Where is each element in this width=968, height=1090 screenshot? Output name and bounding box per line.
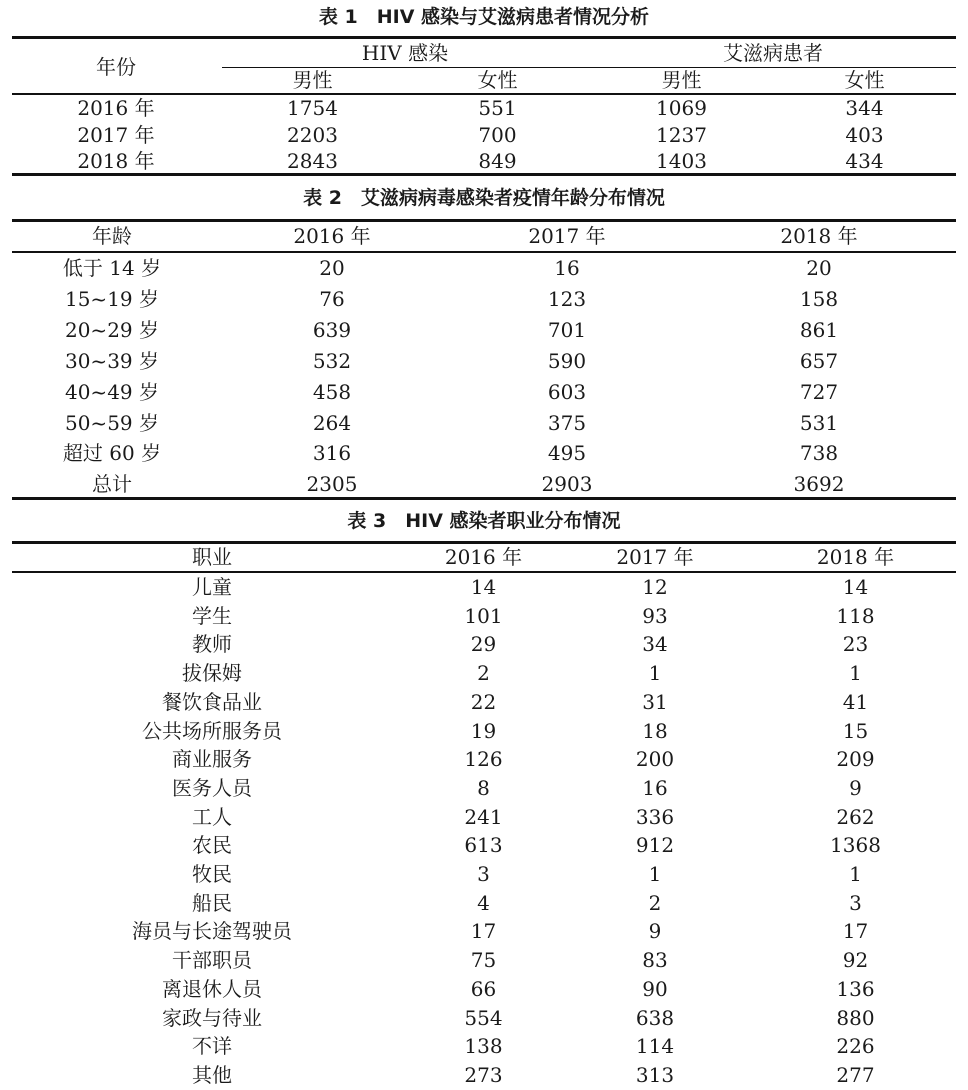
- table3-cell: 23: [842, 632, 869, 657]
- table3-row: [12, 774, 956, 803]
- table3-cell: 14: [842, 575, 869, 599]
- table1-cell: 551: [478, 96, 517, 120]
- table1-cell: 434: [845, 149, 884, 173]
- table3-cell: 3: [849, 890, 862, 915]
- table3-row: [12, 659, 956, 688]
- table2-row: [12, 408, 956, 439]
- table3-cell: 8: [477, 775, 490, 800]
- table3-cell: 313: [635, 1062, 675, 1087]
- table2-cell: 861: [799, 317, 839, 342]
- table2-cell: 531: [799, 410, 839, 435]
- table3-cell: 16: [642, 775, 668, 800]
- table2-row: [12, 315, 956, 346]
- table2-cell: 15~19 岁: [64, 286, 159, 311]
- table2-cell: 123: [547, 286, 587, 311]
- table3-cell: 613: [464, 833, 503, 858]
- table3-row: [12, 860, 956, 889]
- table3-cell: 医务人员: [172, 775, 252, 800]
- table1-caption: 表 1 HIV 感染与艾滋病患者情况分析: [318, 6, 650, 28]
- table3-cell: 880: [836, 1005, 875, 1030]
- table2-cell: 639: [312, 317, 352, 342]
- table3-cell: 41: [842, 689, 869, 714]
- table3-row: [12, 745, 956, 774]
- table3-header-row: [12, 543, 956, 571]
- table3-row: [12, 803, 956, 832]
- table3-cell: 17: [470, 919, 497, 944]
- table3-cell: 1: [648, 661, 662, 686]
- table3-cell: 2: [648, 890, 662, 915]
- table1-row: [12, 148, 956, 175]
- table3-cell: 牧民: [192, 862, 232, 886]
- table1-cell: 2203: [287, 122, 338, 147]
- table3-cell: 554: [464, 1005, 503, 1030]
- table1-cell: 2843: [287, 149, 338, 173]
- table1-cell: 2017 年: [77, 122, 155, 147]
- table3-cell: 138: [464, 1034, 503, 1059]
- table3-cell: 101: [464, 603, 503, 628]
- table1-sub-male-aids: 男性: [661, 68, 702, 92]
- table3-row: [12, 946, 956, 975]
- table2-cell: 2903: [541, 472, 593, 497]
- table3-cell: 9: [648, 919, 662, 944]
- table3-row: [12, 831, 956, 860]
- table3-cell: 18: [642, 718, 668, 743]
- table1-cell: 1754: [287, 96, 338, 120]
- table3-cell: 92: [842, 948, 869, 973]
- table3-row: [12, 889, 956, 918]
- table3-row: [12, 917, 956, 946]
- table3-caption: 表 3 HIV 感染者职业分布情况: [347, 510, 621, 532]
- table3-row: [12, 602, 956, 631]
- table3-cell: 2: [477, 661, 490, 686]
- table3-cell: 4: [477, 890, 490, 915]
- table3-cell: 农民: [192, 833, 232, 858]
- table2-bottom-rule: [12, 497, 956, 500]
- table2-cell: 727: [799, 379, 839, 404]
- table2-row: [12, 346, 956, 377]
- table3-cell: 3: [477, 862, 490, 886]
- table2-cell: 590: [547, 348, 587, 373]
- table3-cell: 1: [849, 862, 862, 886]
- table2-cell: 30~39 岁: [64, 348, 159, 373]
- table3-cell: 船民: [192, 890, 232, 915]
- table3-cell: 学生: [192, 603, 232, 628]
- table3-cell: 126: [464, 747, 503, 772]
- table3-cell: 90: [642, 976, 668, 1001]
- table3-cell: 912: [635, 833, 675, 858]
- table3-row: [12, 573, 956, 602]
- table3-cell: 273: [464, 1062, 503, 1087]
- table2-header-cell: 2017 年: [528, 224, 606, 248]
- table3-cell: 公共场所服务员: [142, 718, 282, 743]
- table2-cell: 3692: [793, 472, 845, 497]
- table1-cell: 344: [845, 96, 884, 120]
- table3-cell: 136: [836, 976, 875, 1001]
- table2-cell: 2305: [306, 472, 358, 497]
- table2-header-cell: 2018 年: [780, 224, 858, 248]
- table3-cell: 19: [470, 718, 497, 743]
- table2-cell: 158: [799, 286, 839, 311]
- table2-row: [12, 438, 956, 469]
- table2-cell: 低于 14 岁: [62, 256, 162, 280]
- table2-caption: 表 2 艾滋病病毒感染者疫情年龄分布情况: [303, 187, 665, 209]
- table1-bottom-rule: [12, 173, 956, 176]
- table3-cell: 336: [635, 804, 675, 829]
- table3-cell: 12: [642, 575, 668, 599]
- table2-cell: 20: [319, 256, 345, 280]
- table2-cell: 532: [312, 348, 352, 373]
- table3-row: [12, 1061, 956, 1090]
- table2-cell: 50~59 岁: [64, 410, 159, 435]
- table3-cell: 1: [648, 862, 662, 886]
- table1-sub-female-hiv: 女性: [477, 68, 518, 92]
- table3-cell: 277: [836, 1062, 875, 1087]
- table2-cell: 701: [547, 317, 587, 342]
- table3-cell: 118: [836, 603, 875, 628]
- table2-row: [12, 284, 956, 315]
- table1-header-aids: 艾滋病患者: [723, 41, 823, 65]
- table1-sub-female-aids: 女性: [844, 68, 885, 92]
- table3-cell: 93: [642, 603, 668, 628]
- table3-cell: 22: [470, 689, 497, 714]
- table2-header-cell: 年龄: [92, 224, 132, 248]
- table3-row: [12, 630, 956, 659]
- table1-header-hiv: HIV 感染: [361, 41, 449, 65]
- table2-cell: 超过 60 岁: [62, 441, 162, 466]
- table3-cell: 200: [635, 747, 675, 772]
- table3-cell: 114: [635, 1034, 675, 1059]
- table2-cell: 738: [799, 441, 839, 466]
- table1-sub-male-hiv: 男性: [292, 68, 333, 92]
- table3-row: [12, 717, 956, 746]
- table3-cell: 海员与长途驾驶员: [132, 919, 292, 944]
- table3-row: [12, 1032, 956, 1061]
- table1-cell: 700: [478, 122, 517, 147]
- table2-cell: 总计: [92, 472, 132, 497]
- table3-cell: 31: [642, 689, 668, 714]
- table3-header-cell: 2016 年: [444, 545, 523, 569]
- table1-cell: 1237: [656, 122, 707, 147]
- table3-cell: 干部职员: [172, 948, 252, 973]
- table3-cell: 17: [842, 919, 869, 944]
- table3-cell: 9: [849, 775, 862, 800]
- table1-cell: 1069: [656, 96, 707, 120]
- table2-cell: 495: [547, 441, 587, 466]
- table2-cell: 76: [319, 286, 345, 311]
- table3-row: [12, 1004, 956, 1033]
- table2-cell: 458: [312, 379, 352, 404]
- table1-header-year: 年份: [96, 55, 136, 79]
- table2-row: [12, 377, 956, 408]
- table3-cell: 商业服务: [172, 747, 252, 772]
- table1-cell: 2016 年: [77, 96, 155, 120]
- table3-cell: 226: [836, 1034, 875, 1059]
- table3-cell: 工人: [192, 804, 232, 829]
- table3-row: [12, 688, 956, 717]
- table3-row: [12, 975, 956, 1004]
- table3-cell: 儿童: [192, 575, 232, 599]
- table3-cell: 1368: [830, 833, 881, 858]
- table3-cell: 34: [642, 632, 668, 657]
- table3-cell: 拔保姆: [182, 661, 242, 686]
- table2-cell: 316: [312, 441, 352, 466]
- table3-cell: 其他: [192, 1062, 232, 1087]
- table2-cell: 16: [554, 256, 580, 280]
- table3-header-cell: 2017 年: [616, 545, 694, 569]
- table2-header-cell: 2016 年: [293, 224, 371, 248]
- table2-header-row: [12, 222, 956, 251]
- table3-cell: 66: [470, 976, 497, 1001]
- table3-cell: 75: [470, 948, 497, 973]
- table3-cell: 14: [470, 575, 497, 599]
- table3-cell: 教师: [192, 632, 232, 657]
- table3-cell: 不详: [192, 1034, 232, 1059]
- table2-cell: 20: [806, 256, 832, 280]
- table1-row: [12, 122, 956, 149]
- table3-cell: 83: [642, 948, 668, 973]
- table1-row: [12, 95, 956, 122]
- table3-cell: 638: [635, 1005, 675, 1030]
- table3-cell: 209: [836, 747, 875, 772]
- table1-cell: 1403: [656, 149, 707, 173]
- table3-cell: 29: [470, 632, 497, 657]
- table3-header-cell: 2018 年: [816, 545, 895, 569]
- table2-cell: 40~49 岁: [64, 379, 159, 404]
- table3-cell: 1: [849, 661, 862, 686]
- table1-cell: 849: [478, 149, 517, 173]
- table1-cell: 403: [845, 122, 884, 147]
- table2-cell: 264: [312, 410, 352, 435]
- table3-header-cell: 职业: [192, 545, 232, 569]
- table3-cell: 241: [464, 804, 503, 829]
- table3-cell: 餐饮食品业: [162, 689, 262, 714]
- table2-row: [12, 469, 956, 500]
- table2-cell: 657: [799, 348, 839, 373]
- table2-cell: 375: [547, 410, 587, 435]
- table3-cell: 离退休人员: [162, 976, 262, 1001]
- table1-cell: 2018 年: [77, 149, 155, 173]
- table3-cell: 15: [842, 718, 869, 743]
- table2-cell: 603: [547, 379, 587, 404]
- table2-row: [12, 253, 956, 284]
- table2-cell: 20~29 岁: [64, 317, 159, 342]
- table3-cell: 262: [836, 804, 875, 829]
- table3-cell: 家政与待业: [162, 1005, 262, 1030]
